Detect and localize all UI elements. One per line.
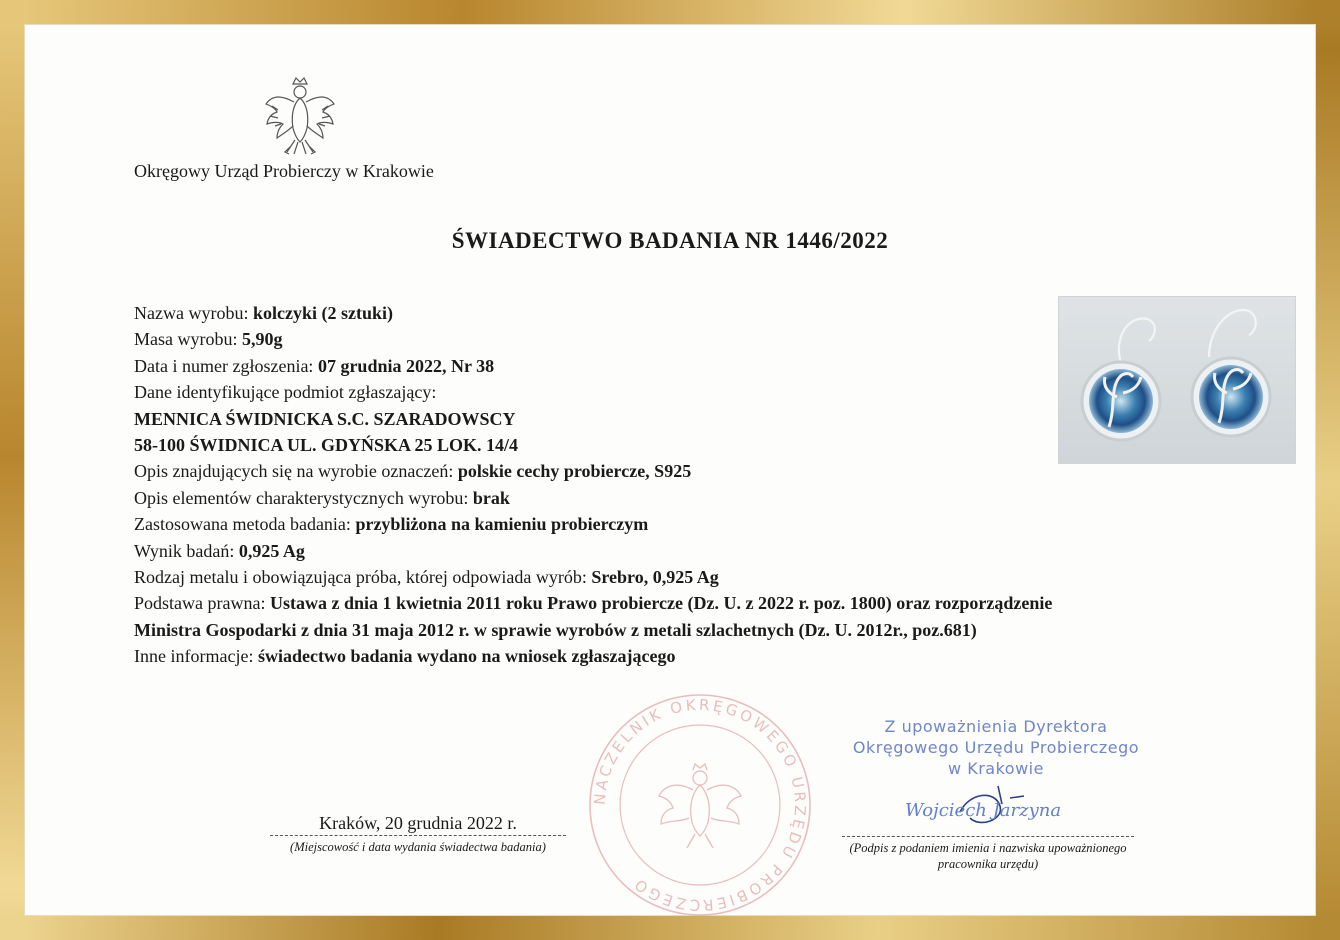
field-value: 58-100 ŚWIDNICA UL. GDYŃSKA 25 LOK. 14/4: [134, 434, 519, 455]
field-value: świadectwo badania wydano na wniosek zgłaszającego: [257, 646, 676, 667]
field-test-method: [134, 511, 1194, 537]
field-test-result: [134, 538, 1194, 564]
field-product-name: [134, 300, 1194, 326]
field-metal-fineness: [134, 564, 1194, 590]
field-value: brak: [472, 487, 510, 508]
field-label: Nazwa wyrobu:: [134, 303, 253, 323]
field-submission-date: [134, 353, 1194, 379]
earrings-photo: [1058, 296, 1296, 464]
certificate-fields: [134, 300, 1194, 669]
official-stamp: [585, 690, 815, 920]
field-value: 0,925 Ag: [238, 540, 305, 561]
field-product-mass: [134, 326, 1194, 352]
field-value: 07 grudnia 2022, Nr 38: [317, 355, 495, 376]
signature-divider: [842, 836, 1134, 837]
field-label: Inne informacje:: [134, 646, 258, 667]
place-date-divider: [270, 835, 566, 836]
authorization-line: w Krakowie: [948, 759, 1044, 778]
field-other-info: [134, 643, 1194, 669]
field-value: 5,90g: [241, 329, 283, 350]
office-name: Okręgowy Urząd Probierczy w Krakowie: [134, 161, 434, 181]
field-submitter-address: [134, 432, 1194, 458]
earrings-photo-icon: [1059, 297, 1295, 463]
signature-name: Wojciech Jarzyna: [905, 800, 1062, 821]
field-label: Masa wyrobu:: [134, 329, 242, 350]
field-label: Zastosowana metoda badania:: [134, 514, 356, 535]
field-label: Rodzaj metalu i obowiązująca próba, której odpowiada wyrób:: [134, 566, 592, 587]
field-submitter-header: [134, 379, 1194, 405]
field-value: polskie cechy probiercze, S925: [457, 461, 692, 482]
field-label: Data i numer zgłoszenia:: [134, 355, 318, 376]
field-label: Opis elementów charakterystycznych wyrobu:: [134, 487, 473, 508]
field-label: Opis znajdujących się na wyrobie oznaczeń:: [134, 461, 458, 482]
field-value: Srebro, 0,925 Ag: [591, 566, 719, 587]
stamp-eagle-icon: [659, 764, 741, 848]
place-date: Kraków, 20 grudnia 2022 r.: [319, 813, 517, 833]
field-legal-basis-cont: [134, 617, 1194, 643]
field-legal-basis: [134, 590, 1194, 616]
field-value: Ministra Gospodarki z dnia 31 maja 2012 r. w sprawie wyrobów z metali szlachetnych (Dz. U. 2012r., poz.681): [134, 619, 977, 640]
field-label: Podstawa prawna:: [134, 593, 270, 614]
authorization-stamp: [836, 716, 1156, 779]
authorization-line: Z upoważnienia Dyrektora: [884, 717, 1108, 736]
field-value: Ustawa z dnia 1 kwietnia 2011 roku Prawo probiercze (Dz. U. z 2022 r. poz. 1800) oraz rozporządzenie: [269, 593, 1053, 614]
field-value: przybliżona na kamieniu probierczym: [355, 514, 649, 535]
field-submitter-name: [134, 406, 1194, 432]
authorization-line: Okręgowego Urzędu Probierczego: [852, 738, 1140, 757]
field-value: kolczyki (2 sztuki): [252, 303, 393, 323]
field-label: Wynik badań:: [134, 540, 239, 561]
field-markings: [134, 458, 1194, 484]
certificate-title: ŚWIADECTWO BADANIA NR 1446/2022: [451, 228, 889, 253]
signature-caption: (Podpis z podaniem imienia i nazwiska upoważnionego pracownika urzędu): [849, 841, 1127, 871]
field-label: Dane identyfikujące podmiot zgłaszający:: [134, 382, 437, 403]
field-value: MENNICA ŚWIDNICKA S.C. SZARADOWSCY: [134, 408, 516, 429]
stamp-text: NACZELNIK OKRĘGOWEGO URZĘDU PROBIERCZEGO: [590, 695, 810, 915]
field-characteristics: [134, 485, 1194, 511]
polish-eagle-emblem-icon: [263, 76, 337, 158]
place-date-caption: (Miejscowość i data wydania świadectwa badania): [290, 840, 546, 854]
